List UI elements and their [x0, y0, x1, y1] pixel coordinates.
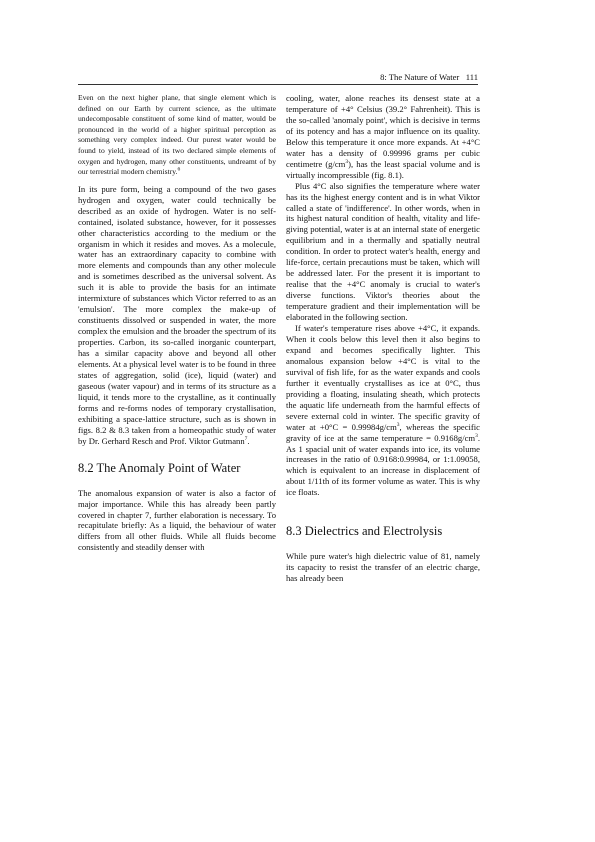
left-column [78, 93, 276, 553]
cooling-text-b: ), has the least spacial volume and is virtually incompressible (fig. 8.1). [286, 158, 480, 180]
rises-text-b: , whereas the specific gravity of ice at the same temperature = 0.9168g/cm [286, 421, 480, 443]
paragraph-plus-4c: Plus 4°C also signifies the temperature where water has its the highest energy content and is in what Viktor called a state of 'indifference'. In other words, when in its highest natural condition of health, vitality and life-giving potential, water is at an internal state of energetic equilibrium and in a thermally and spatially neutral condition. In order to protect water's health, energy and life-force, certain precautions must be taken, which will be addressed later. For the present it is important to realise that the +4°C anomaly is crucial to water's diverse functions. Viktor's theories about the temperature gradient and their implementation will be elaborated in the following section. [286, 180, 480, 323]
right-column [286, 93, 480, 584]
footnote-marker-7: 7 [244, 435, 248, 442]
pure-form-text: In its pure form, being a compound of the two gases hydrogen and oxygen, water could technically be described as an oxide of hydrogen. Water is no self-contained, isolated substance, however, for it possesses other characteristics according to the medium or the organism in which it resides and moves. As a molecule, water has an extraordinary capacity to combine with more elements and compounds than any other molecule and is sometimes described as the universal solvent. As such it is able to provide the basis for an intimate intermixture of substances which Victor referred to as an 'emulsion'. The more complex the make-up of constituents dissolved or suspended in water, the more complex the emulsion and the broader the spectrum of its properties. Carbon, its so-called inorganic counterpart, has a similar capacity above and beyond all other elements. At a physical level water is to be found in three states of aggregation, solid (ice), liquid (water) and gaseous (water vapour) and in terms of its structure as a liquid, it tends more to the crystalline, as it continually forms and re-forms nodes of temporary crystallisation, exhibiting a space-lattice structure, such as is shown in figs. 8.2 & 8.3 taken from a homeopathic study of water by Dr. Gerhard Resch and Prof. Viktor Gutmann [78, 183, 276, 446]
superscript-cubed: 3 [475, 432, 478, 439]
header-rule [78, 84, 478, 85]
cooling-text-a: cooling, water, alone reaches its densest state at a temperature of +4° Celsius (39.2° Fahrenheit). This is the so-called 'anomaly point', which is decisive in terms of its potency and has a major influence on its quality. Below this temperature it once more expands. At +4°C water has a density of 0.99996 grams per cubic centimetre (g/cm [286, 93, 480, 169]
paragraph-pure-form [78, 184, 276, 447]
paragraph-temperature-rises [286, 323, 480, 498]
rises-text-c: . As 1 spacial unit of water expands into ice, its volume increases in the ratio of 0.9168:0.99984, or 1:1.09058, which is equivalent to an increase in displacement of about 1/11th of its former volume as water. This is why ice floats. [286, 432, 480, 498]
paragraph-cooling [286, 93, 480, 181]
footnote-marker-6: 6 [177, 166, 181, 173]
superscript-cubed: 3 [396, 421, 400, 428]
superscript-cubed: 3 [345, 158, 349, 165]
page-number: 111 [465, 72, 478, 82]
rises-text-a: If water's temperature rises above +4°C, it expands. When it cools below this level then it also begins to expand and becomes specifically lighter. This anomalous expansion below +4°C is vital to the survival of fish life, for as the water expands and cools further it eventually crystallises as ice at 0°C, thus providing a floating, insulating sheath, which protects the aquatic life underneath from the harmful effects of severe external cold in winter. The specific gravity of water at +0°C = 0.99984g/cm [286, 323, 480, 432]
section-heading-dielectrics: 8.3 Dielectrics and Electrolysis [286, 524, 443, 539]
section-heading-anomaly-point: 8.2 The Anomaly Point of Water [78, 460, 241, 475]
running-header [78, 70, 478, 84]
running-head-title: 8: The Nature of Water [380, 72, 460, 82]
paragraph-anomalous-expansion: The anomalous expansion of water is also a factor of major importance. While this has already been partly covered in chapter 7, further elaboration is necessary. To recapitulate briefly: As a liquid, the behaviour of water differs from all other fluids. While all fluids become consistently and steadily denser with [78, 487, 276, 553]
intro-text: Even on the next higher plane, that single element which is defined on our Earth by current science, as the ultimate undecomposable constituent of some kind of matter, would be pronounced in the world of a higher spiritual perception as something very complex indeed. Our purest water would be found to yield, instead of its two declared simple elements of oxygen and hydrogen, many other constituents, undreamt of by our terrestrial modern chemistry. [78, 93, 276, 177]
intro-paragraph [78, 93, 276, 178]
paragraph-dielectric: While pure water's high dielectric value of 81, namely its capacity to resist the transfer of an electric charge, has already been [286, 551, 480, 584]
pure-form-end: . [247, 435, 250, 446]
